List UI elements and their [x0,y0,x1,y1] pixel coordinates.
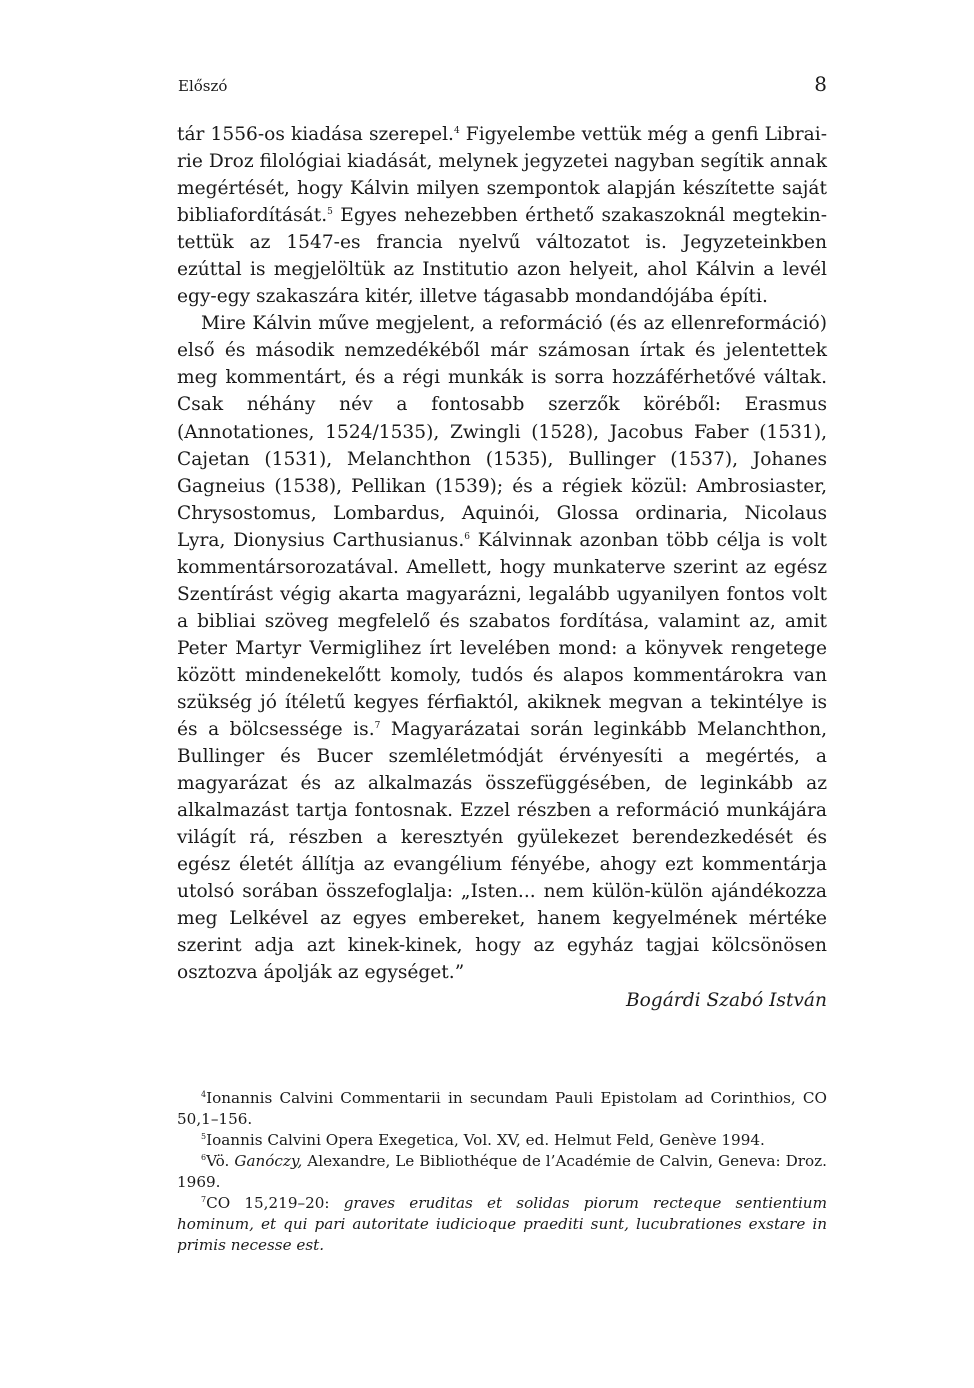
footnote-ref-7[interactable]: 7 [374,721,381,732]
footnote-5 [177,1130,827,1151]
footnote-ref-4[interactable]: 4 [453,126,460,136]
footnote-text: Ionannis Calvini Commentarii in secundam Pauli Epistolam ad Corinthios, CO 50,1–156. [177,1089,827,1128]
paragraph-1 [177,121,827,310]
paragraph-2-text-a: Mire Kálvin műve megjelent, a reformáció (és az ellenreformáció) első és második nemzedékéből már számosan írtak és jelentettek meg kommentárt, és a régi munkák is sorra hozzáférhetővé váltak. Csak néhány név a fontosabb szerzők köréből: Erasmus (Annotationes, 1524/1535), Zwingli (1528), Jacobus Faber (1531), Cajetan (1531), Melanchthon (1535), Bullinger (1537), Johanes Gagneius (1538), Pellikan (1539); és a régiek közül: Ambrosiaster, Chrysostomus, Lombardus, Aquinói, Glossa ordinaria, Nicolaus Lyra, Dionysius Carthusianus. [177,313,827,551]
footnote-number: 6 [201,1153,207,1162]
paragraph-1-text-c: Egyes nehezebben érthető szakaszoknál megtekintettük az 1547-es francia nyelvű változatot is. Jegyzeteinkben ezúttal is megjelöltük az Institutio azon helyeit, ahol Kálvin a levél egy-egy szakaszára kitér, illetve tágasabb mondandójába építi. [177,205,827,308]
body-text [177,121,827,987]
page-number: 8 [814,72,827,96]
footnote-ref-6[interactable]: 6 [464,531,470,542]
footnote-number: 7 [201,1195,207,1204]
paragraph-2-text-b: Kálvinnak azonban több célja is volt kommentársorozatával. Amellett, hogy munkaterve szerint az egész Szentírást végig akarta magyarázni, legalább ugyanilyen fontos volt a bibliai szöveg megfelelő és szabatos fordítása, valamint az, amit Peter Martyr Vermiglihez írt levelében mond: a könyvek rengetege között mindenekelőtt komoly, tudós és alapos kommentárokra van szükség jó ítéletű kegyes férfiaktól, akiknek megvan a tekintélye is és a bölcsessége is. [177,529,827,741]
paragraph-2-text-c: Magyarázatai során leginkább Melanchthon, Bullinger és Bucer szemléletmódját érvényesíti a megértés, a magyarázat és az alkalmazás összefüggésében, de leginkább az alkalmazást tartja fontosnak. Ezzel részben a reformáció munkájára világít rá, részben a keresztyén gyülekezet berendezkedését és egész életét állítja az evangélium fényébe, ahogy ezt kommentárja utolsó sorában összefoglalja: „Isten... nem külön-külön ajándékozza meg Lelkével az egyes embereket, hanem kegyelmének mértéke szerint adja azt kinek-kinek, hogy az egyház tagjai kölcsönösen osztozva ápolják az egységet.” [177,719,828,984]
paragraph-1-text-b: Figyelembe vettük még a genfi Librairie Droz filológiai kiadását, melynek jegyzetei nagyban segítik annak megértését, hogy Kálvin milyen szempontok alapján készítette saját bibliafordítását. [177,124,827,227]
paragraph-1-text-a: tár 1556-os kiadása szerepel. [177,124,454,145]
running-head: Előszó [178,77,228,95]
author-signature: Bogárdi Szabó István [625,990,827,1011]
footnotes [177,1088,827,1256]
footnote-prefix: CO 15,219–20: [206,1194,344,1212]
footnote-7 [177,1193,827,1256]
footnote-author-name: Ganóczy, [234,1152,303,1170]
footnote-6 [177,1151,827,1193]
footnote-4 [177,1088,827,1130]
footnote-text: Ioannis Calvini Opera Exegetica, Vol. XV, ed. Helmut Feld, Genève 1994. [206,1131,765,1149]
paragraph-2 [177,310,827,986]
footnote-number: 5 [201,1132,207,1141]
footnote-number: 4 [201,1090,207,1099]
footnote-latin-quote: graves eruditas et solidas piorum recteque sentientium hominum, et qui pari autoritate iudicioque praediti sunt, lucubrationes exstare in primis necesse est. [177,1194,827,1254]
footnote-prefix: Vö. [206,1152,235,1170]
footnote-ref-5[interactable]: 5 [327,207,333,218]
footnote-text: Alexandre, Le Bibliothéque de l’Académie de Calvin, Geneva: Droz. 1969. [177,1152,828,1191]
